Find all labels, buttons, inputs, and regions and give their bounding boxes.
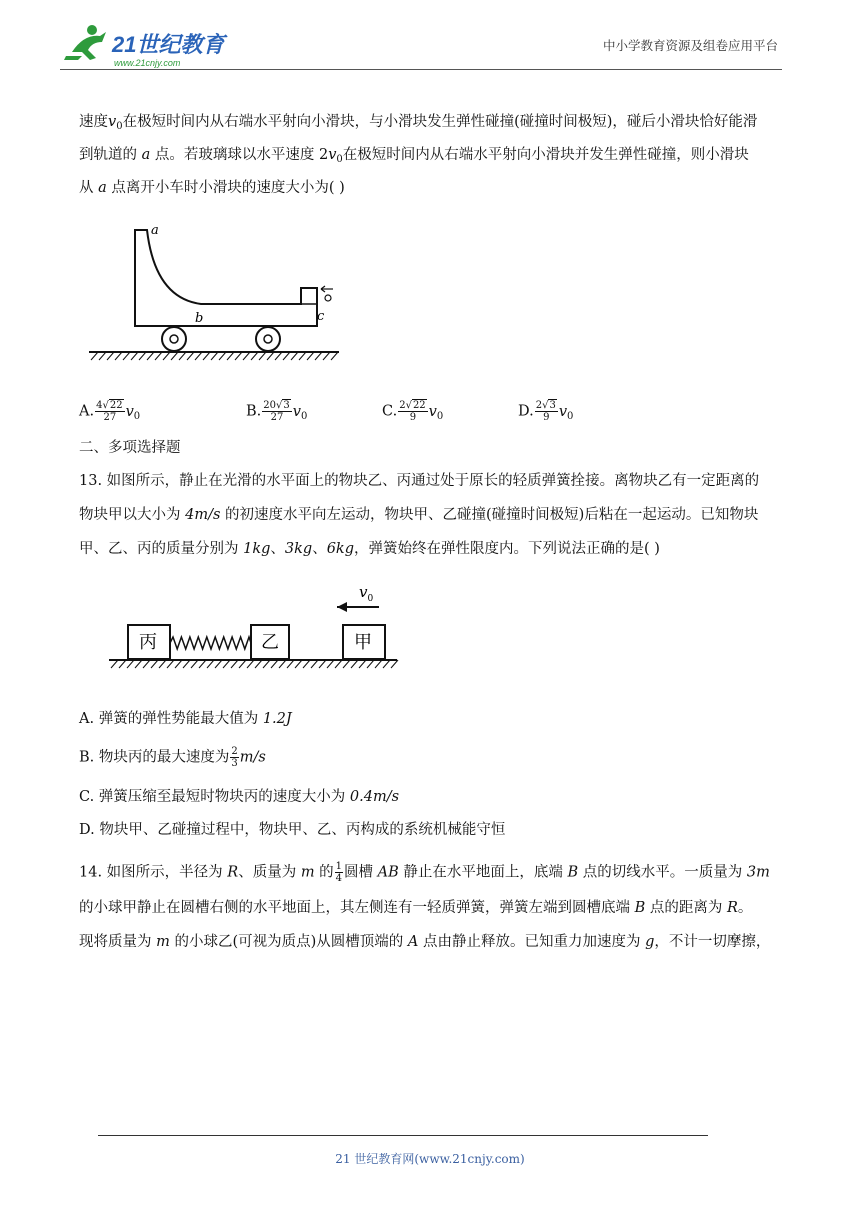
- ground-hatch: [331, 352, 338, 360]
- ground-hatch: [267, 352, 274, 360]
- slider-block: [301, 288, 317, 304]
- ground-hatch: [107, 352, 114, 360]
- ground-hatch: [359, 660, 366, 668]
- wheel-left: [162, 327, 186, 351]
- q13-option-c[interactable]: C. 弹簧压缩至最短时物块丙的速度大小为 0.4m/s: [79, 789, 400, 805]
- ground-hatch: [211, 352, 218, 360]
- label-c: c: [317, 309, 325, 324]
- ground-hatch: [275, 352, 282, 360]
- ground-hatch: [287, 660, 294, 668]
- ground-hatch: [111, 660, 118, 668]
- ground-hatch: [151, 660, 158, 668]
- q14-line1: 14. 如图所示，半径为 R、质量为 m 的 $\frac{1}{4}$ 圆槽 AB 静止在水平地面上，底端 B 点的切线水平。一质量为 3m: [79, 861, 770, 884]
- q13-line2: 物块甲以大小为 4m/s 的初速度水平向左运动，物块甲、乙碰撞(碰撞时间极短)后粘在一起运动。已知物块: [79, 507, 759, 523]
- ground-hatch: [155, 352, 162, 360]
- ground-hatch: [315, 352, 322, 360]
- wheel-right: [256, 327, 280, 351]
- ground-hatch: [323, 352, 330, 360]
- ground-hatch: [115, 352, 122, 360]
- ground-hatch: [135, 660, 142, 668]
- ground-hatch: [143, 660, 150, 668]
- ground-hatch: [367, 660, 374, 668]
- ground-hatch: [127, 660, 134, 668]
- ground-hatch: [227, 352, 234, 360]
- label-a: a: [151, 223, 159, 238]
- ground-hatch: [215, 660, 222, 668]
- logo-url: www.21cnjy.com: [114, 58, 181, 68]
- q14-line3: 现将质量为 m 的小球乙(可视为质点)从圆槽顶端的 A 点由静止释放。已知重力加速度为 g，不计一切摩擦，: [79, 934, 771, 950]
- ground-hatch: [311, 660, 318, 668]
- q12-option-b[interactable]: B. $\frac{20√3}{27}$ $v_0$: [246, 400, 308, 423]
- q13-blocks-figure: [105, 577, 400, 669]
- ground-hatch: [179, 352, 186, 360]
- ground-hatch: [91, 352, 98, 360]
- ground-hatch: [295, 660, 302, 668]
- label-v-sub: 0: [367, 594, 374, 604]
- q12-line1: 速度$v_0$在极短时间内从右端水平射向小滑块，与小滑块发生弹性碰撞(碰撞时间极短)，碰后小滑块恰好能滑: [79, 114, 758, 132]
- ground-hatch: [207, 660, 214, 668]
- ground-hatch: [259, 352, 266, 360]
- q13-option-d[interactable]: D. 物块甲、乙碰撞过程中，物块甲、乙、丙构成的系统机械能守恒: [79, 822, 506, 838]
- q13-option-a[interactable]: A. 弹簧的弹性势能最大值为 1.2J: [79, 711, 292, 727]
- q12-option-a[interactable]: A. $\frac{4√22}{27}$ $v_0$: [79, 400, 141, 423]
- ground-hatch: [263, 660, 270, 668]
- ground-hatch: [343, 660, 350, 668]
- label-v: v: [359, 583, 368, 601]
- ground-hatch: [291, 352, 298, 360]
- ground-hatch: [183, 660, 190, 668]
- ground-hatch: [159, 660, 166, 668]
- spring: [170, 637, 251, 649]
- ground-hatch: [191, 660, 198, 668]
- ground-hatch: [223, 660, 230, 668]
- label-jia: 甲: [354, 632, 372, 653]
- glass-ball-icon: [321, 286, 333, 301]
- svg-text:v0: [359, 583, 373, 604]
- ground-hatch: [375, 660, 382, 668]
- q12-option-c[interactable]: C. $\frac{2√22}{9}$ $v_0$: [382, 400, 444, 423]
- ground-hatch: [303, 660, 310, 668]
- ground-hatch: [243, 352, 250, 360]
- ground-hatch: [175, 660, 182, 668]
- ground-hatch: [163, 352, 170, 360]
- ground-hatch: [231, 660, 238, 668]
- q12-line3: 从 a 点离开小车时小滑块的速度大小为( ): [79, 180, 345, 196]
- ground-hatch: [383, 660, 390, 668]
- cart-body: [135, 230, 317, 326]
- site-logo: [62, 22, 232, 70]
- ground-hatch: [391, 660, 398, 668]
- ground-hatch: [119, 660, 126, 668]
- q12-line2: 到轨道的 a 点。若玻璃球以水平速度 $2v_0$在极短时间内从右端水平射向小滑块并发生弹性碰撞，则小滑块: [79, 147, 749, 165]
- footer-text[interactable]: 21 世纪教育网(www.21cnjy.com): [335, 1152, 525, 1166]
- q12-option-d[interactable]: D. $\frac{2√3}{9}$ $v_0$: [518, 400, 574, 423]
- platform-name: 中小学教育资源及组卷应用平台: [602, 38, 778, 53]
- q14-line2: 的小球甲静止在圆槽右侧的水平地面上，其左侧连有一轻质弹簧，弹簧左端到圆槽底端 B 点的距离为 R。: [79, 900, 753, 916]
- ground-hatch: [283, 352, 290, 360]
- ground-hatch: [319, 660, 326, 668]
- label-yi: 乙: [261, 632, 279, 653]
- label-bing: 丙: [139, 632, 157, 653]
- ground-hatch: [351, 660, 358, 668]
- logo-text: 21世纪教育: [112, 32, 225, 57]
- ground-hatch: [255, 660, 262, 668]
- footer-divider: [98, 1135, 708, 1136]
- ground-hatch: [131, 352, 138, 360]
- ground-hatch: [327, 660, 334, 668]
- ground-hatch: [307, 352, 314, 360]
- ground-hatch: [219, 352, 226, 360]
- section-title-multiple-choice: 二、多项选择题: [79, 440, 181, 456]
- ground-hatch: [335, 660, 342, 668]
- ground-hatch: [235, 352, 242, 360]
- q13-line1: 13. 如图所示，静止在光滑的水平面上的物块乙、丙通过处于原长的轻质弹簧拴接。离物块乙有一定距离的: [79, 473, 760, 489]
- q12-cart-figure: [85, 222, 345, 362]
- ground-hatch: [123, 352, 130, 360]
- ground-hatch: [199, 660, 206, 668]
- q13-line3: 甲、乙、丙的质量分别为 1kg、3kg、6kg，弹簧始终在弹性限度内。下列说法正确的是( ): [79, 541, 660, 557]
- ground-hatch: [167, 660, 174, 668]
- ground-hatch: [139, 352, 146, 360]
- runner-icon: [64, 25, 106, 60]
- ground-hatch: [239, 660, 246, 668]
- ground-hatch: [251, 352, 258, 360]
- header-divider: [60, 69, 782, 70]
- ground-hatch: [203, 352, 210, 360]
- ground-hatch: [147, 352, 154, 360]
- ground-hatch: [171, 352, 178, 360]
- ground-hatch: [271, 660, 278, 668]
- ground-hatch: [187, 352, 194, 360]
- label-b: b: [195, 311, 204, 326]
- ground-hatch: [279, 660, 286, 668]
- ground-hatch: [247, 660, 254, 668]
- ground-hatch: [99, 352, 106, 360]
- q13-option-b[interactable]: B. 物块丙的最大速度为 $\frac{2}{3}$ m/s: [79, 746, 266, 769]
- ground-hatch: [195, 352, 202, 360]
- ground-hatch: [299, 352, 306, 360]
